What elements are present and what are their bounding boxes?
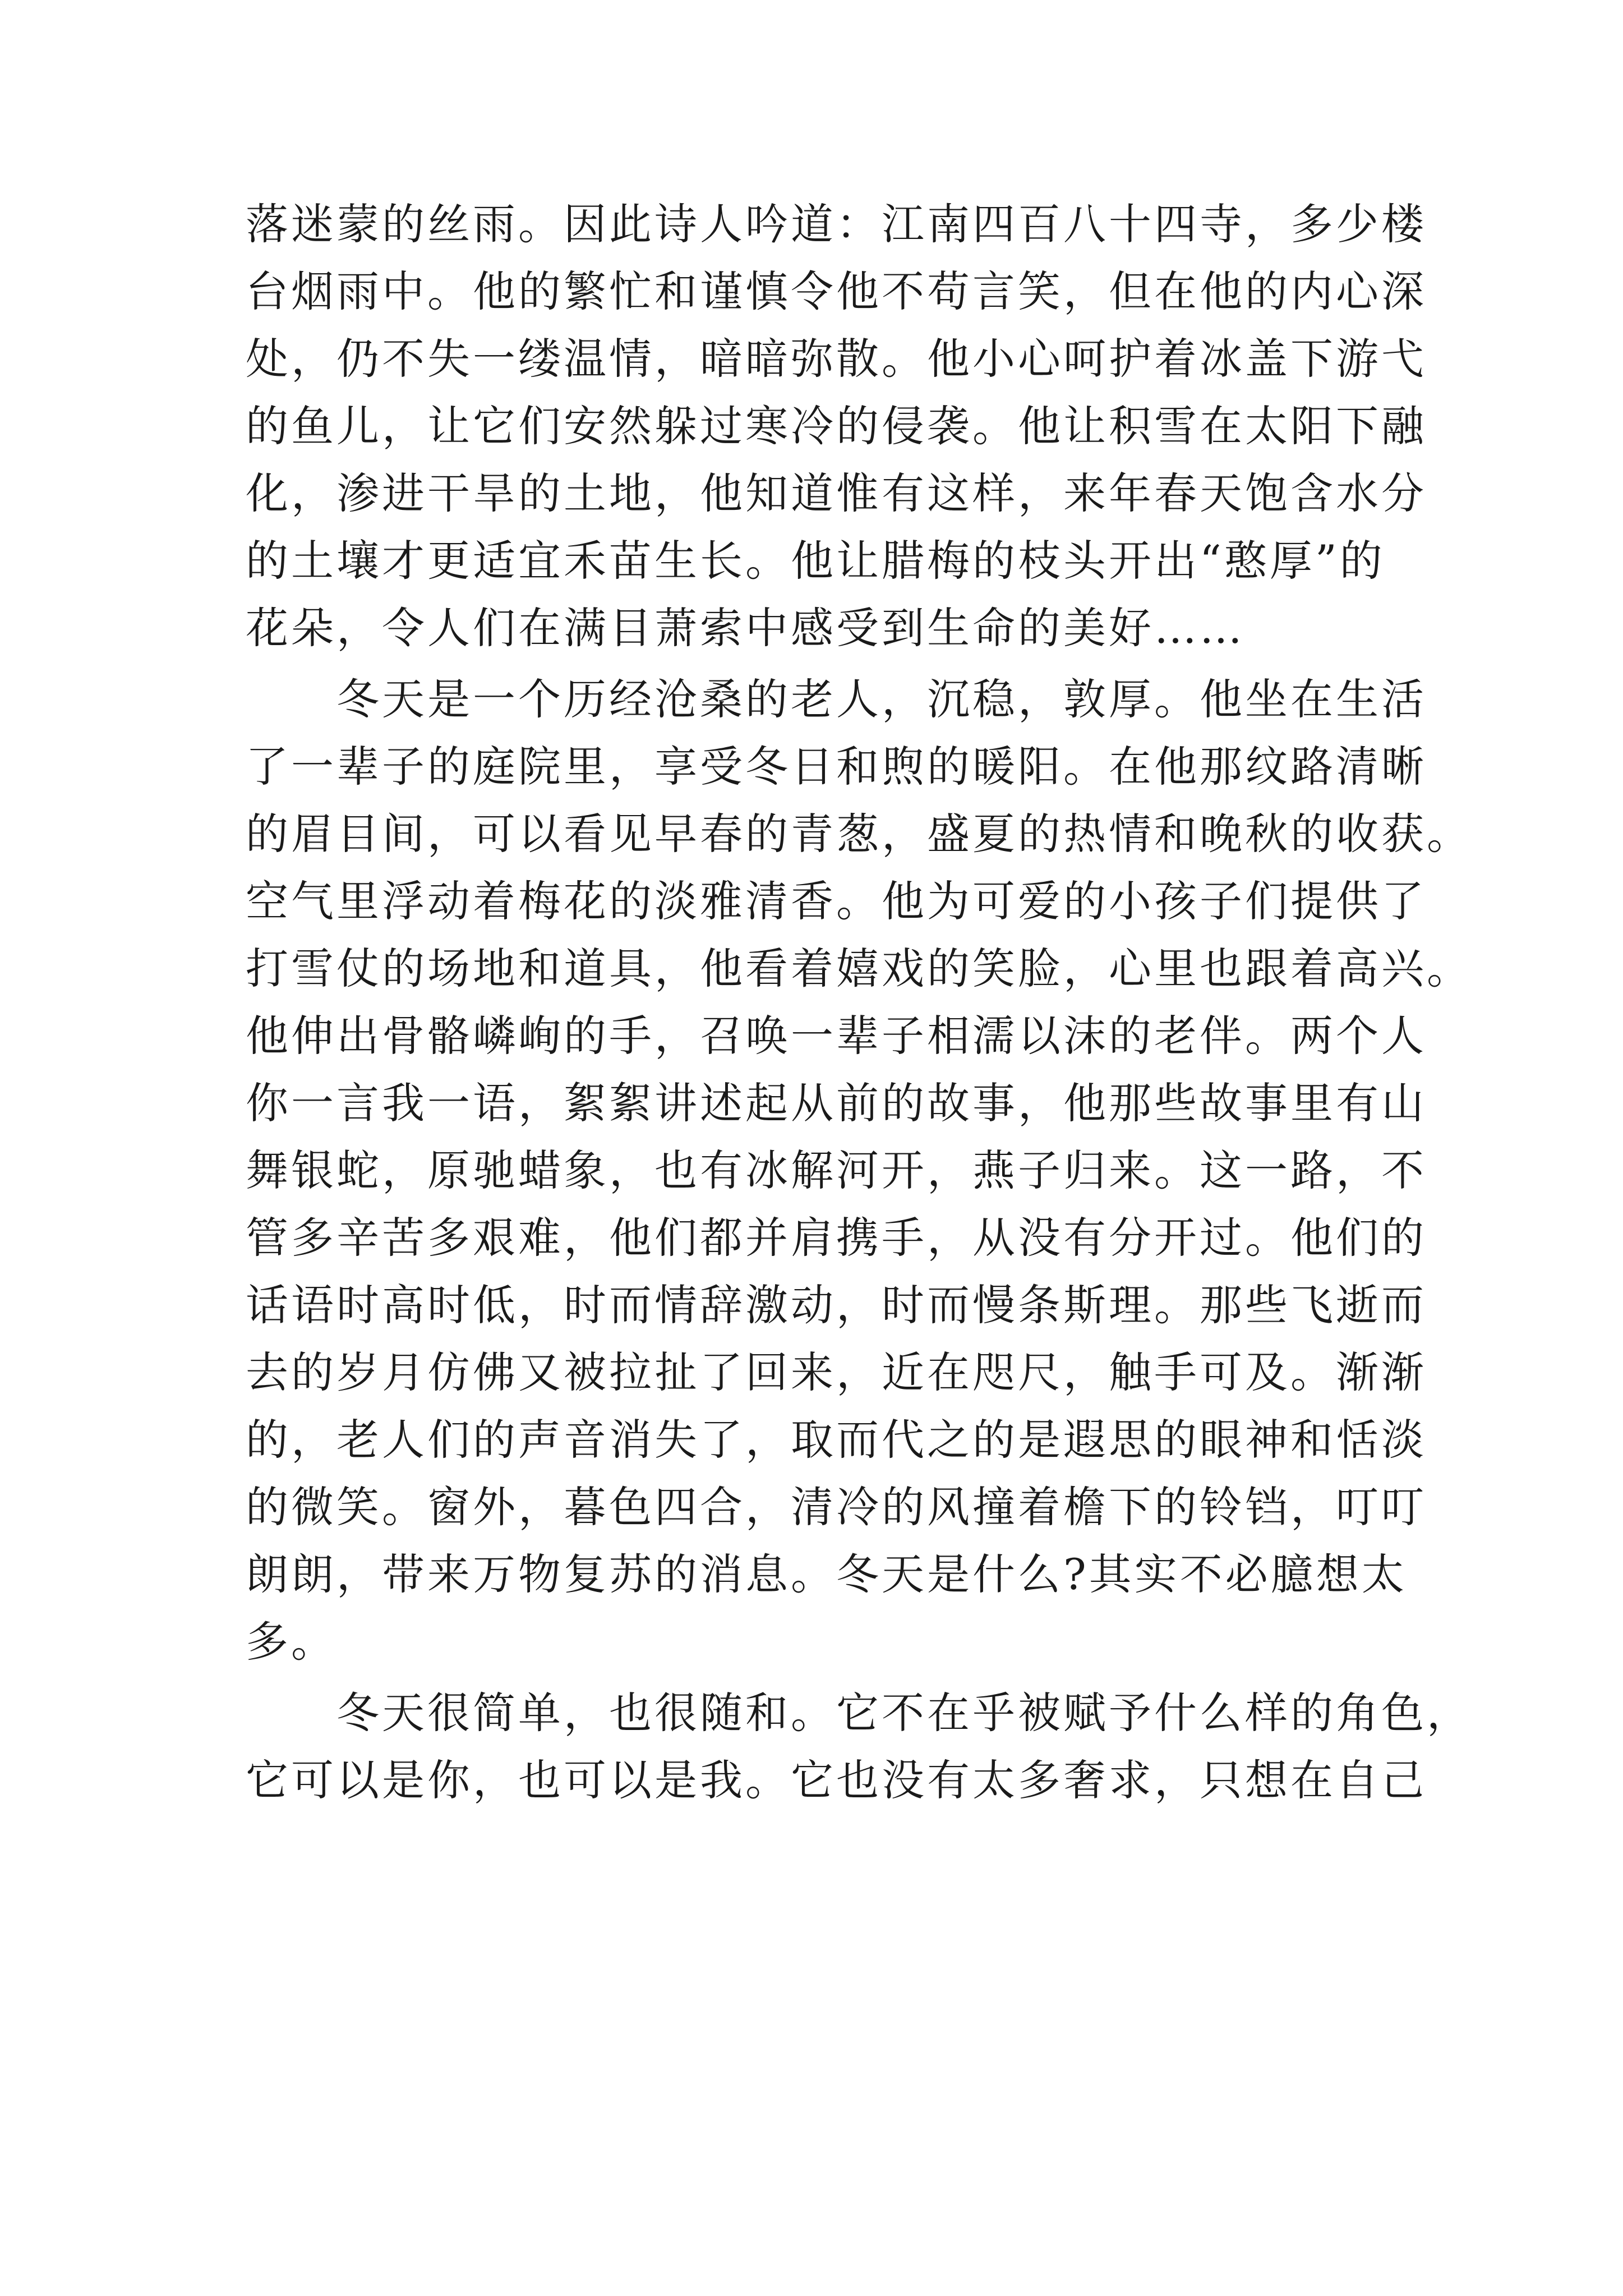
text-line: 他伸出骨骼嶙峋的手，召唤一辈子相濡以沫的老伴。两个人 bbox=[246, 1011, 1427, 1061]
text-line: 冬天是一个历经沧桑的老人，沉稳，敦厚。他坐在生活 bbox=[336, 674, 1427, 724]
text-line: 花朵，令人们在满目萧索中感受到生命的美好…… bbox=[246, 603, 1245, 653]
text-line: 了一辈子的庭院里，享受冬日和煦的暖阳。在他那纹路清晰 bbox=[246, 742, 1427, 792]
text-line: 冬天很简单，也很随和。它不在乎被赋予什么样的角色， bbox=[336, 1688, 1472, 1738]
text-line: 打雪仗的场地和道具，他看着嬉戏的笑脸，心里也跟着高兴。 bbox=[246, 944, 1472, 993]
text-line: 的，老人们的声音消失了，取而代之的是遐思的眼神和恬淡 bbox=[246, 1415, 1427, 1465]
text-line: 的鱼儿，让它们安然躲过寒冷的侵袭。他让积雪在太阳下融 bbox=[246, 401, 1427, 451]
text-line: 空气里浮动着梅花的淡雅清香。他为可爱的小孩子们提供了 bbox=[246, 876, 1427, 926]
paragraph bbox=[246, 666, 1472, 1676]
paragraph bbox=[246, 1680, 1472, 1814]
text-line: 话语时高时低，时而情辞激动，时而慢条斯理。那些飞逝而 bbox=[246, 1280, 1427, 1330]
text-line: 它可以是你，也可以是我。它也没有太多奢求，只想在自己 bbox=[246, 1755, 1427, 1805]
text-line: 多。 bbox=[246, 1617, 336, 1667]
text-line: 你一言我一语，絮絮讲述起从前的故事，他那些故事里有山 bbox=[246, 1078, 1427, 1128]
text-line: 台烟雨中。他的繁忙和谨慎令他不苟言笑，但在他的内心深 bbox=[246, 266, 1427, 316]
text-line: 去的岁月仿佛又被拉扯了回来，近在咫尺，触手可及。渐渐 bbox=[246, 1347, 1427, 1397]
text-line: 处，仍不失一缕温情，暗暗弥散。他小心呵护着冰盖下游弋 bbox=[246, 334, 1427, 384]
text-line: 的眉目间，可以看见早春的青葱，盛夏的热情和晚秋的收获。 bbox=[246, 809, 1472, 859]
text-line: 化，渗进干旱的土地，他知道惟有这样，来年春天饱含水分 bbox=[246, 468, 1427, 518]
text-line: 的土壤才更适宜禾苗生长。他让腊梅的枝头开出“憨厚”的 bbox=[246, 536, 1385, 586]
text-line: 落迷蒙的丝雨。因此诗人吟道：江南四百八十四寺，多少楼 bbox=[246, 199, 1427, 249]
body-text bbox=[246, 191, 1472, 1814]
paragraph bbox=[246, 191, 1427, 662]
text-line: 管多辛苦多艰难，他们都并肩携手，从没有分开过。他们的 bbox=[246, 1213, 1427, 1263]
text-line: 的微笑。窗外，暮色四合，清冷的风撞着檐下的铃铛，叮叮 bbox=[246, 1482, 1427, 1532]
text-line: 朗朗，带来万物复苏的消息。冬天是什么?其实不必臆想太 bbox=[246, 1549, 1407, 1599]
text-line: 舞银蛇，原驰蜡象，也有冰解河开，燕子归来。这一路，不 bbox=[246, 1145, 1427, 1195]
